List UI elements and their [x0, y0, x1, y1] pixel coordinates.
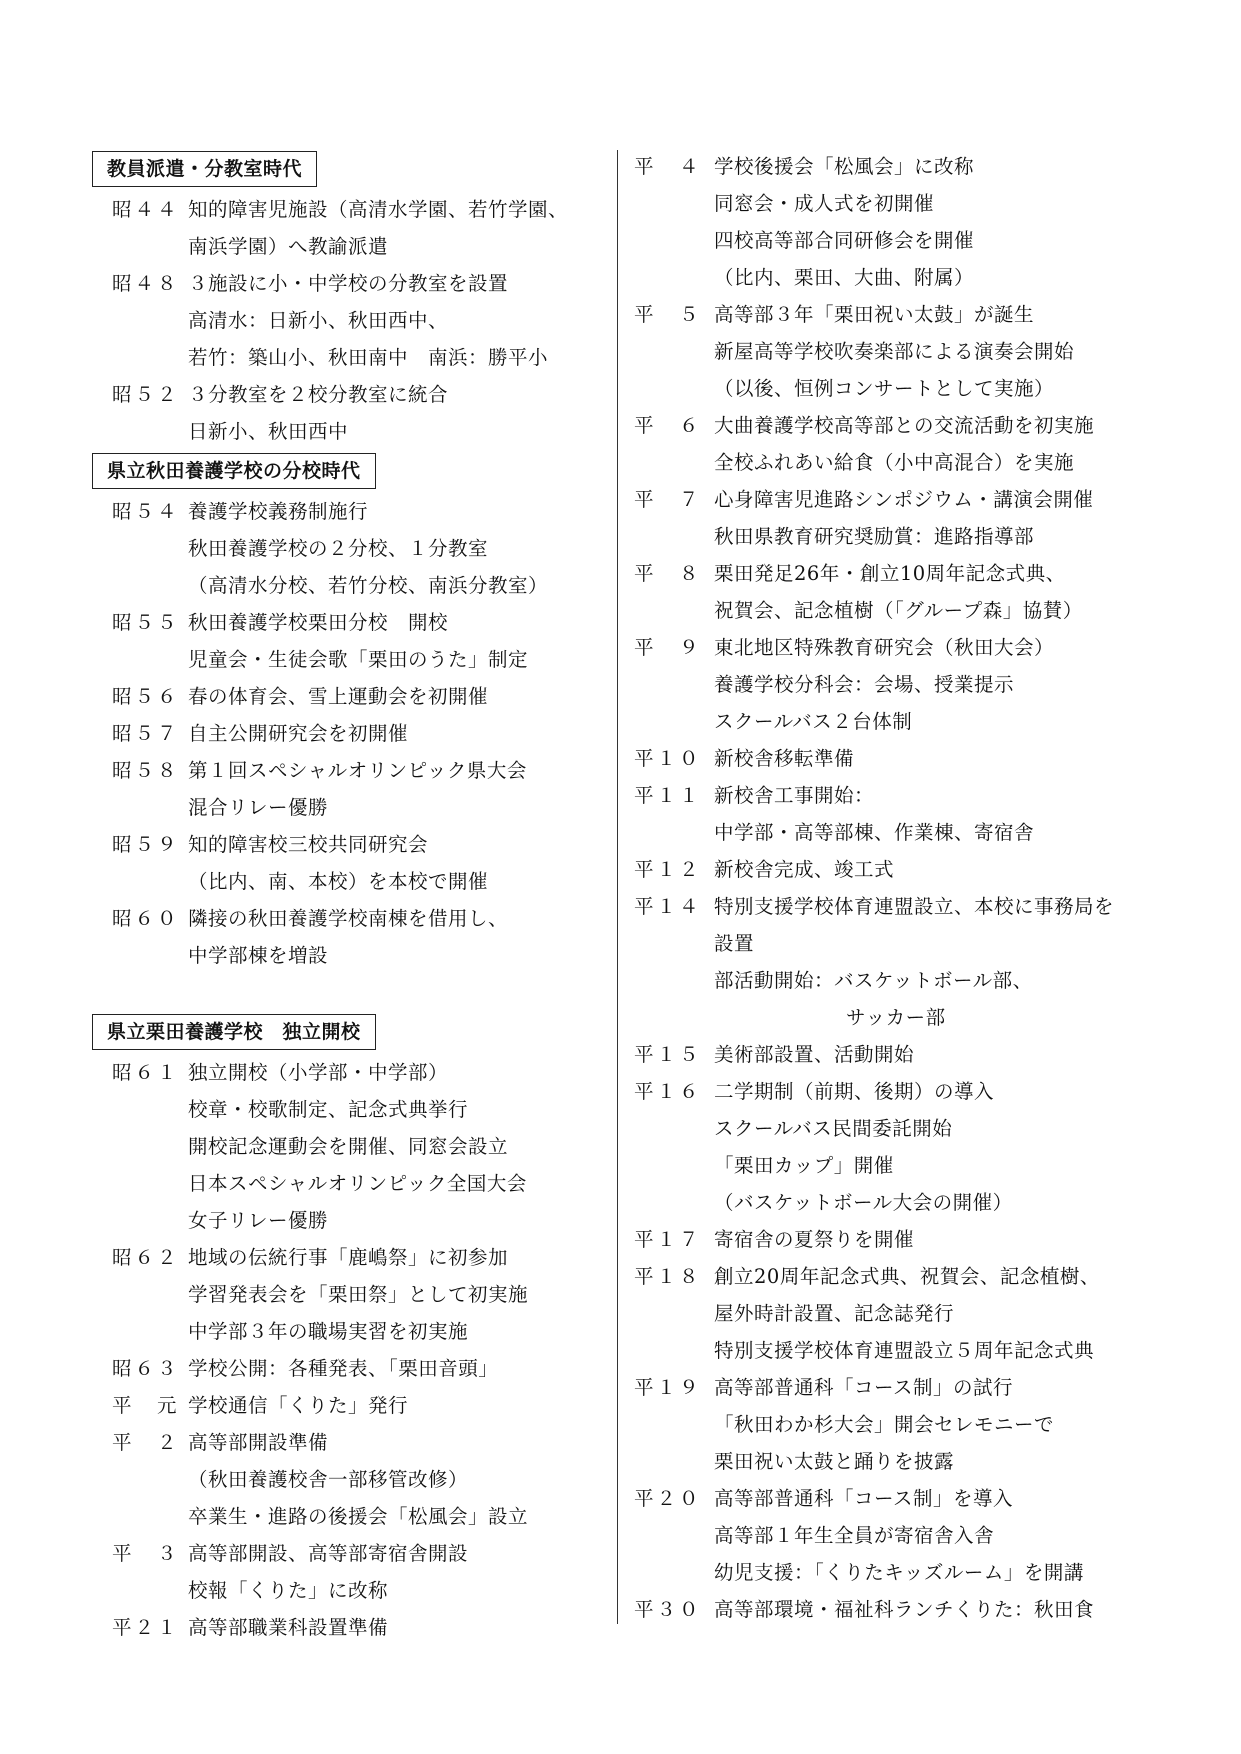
- timeline-continuation: [92, 641, 607, 678]
- entry-text: 学校公開：各種発表、「栗田音頭」: [188, 1357, 499, 1380]
- timeline-continuation: [634, 222, 1194, 259]
- timeline-continuation: [634, 1184, 1194, 1221]
- entry-text: 二学期制（前期、後期）の導入: [714, 1080, 995, 1103]
- entry-text: 高等部開設、高等部寄宿舎開設: [188, 1542, 469, 1565]
- entry-text: 日本スペシャルオリンピック全国大会: [188, 1172, 527, 1195]
- timeline-continuation: [634, 1406, 1194, 1443]
- timeline-continuation: [634, 1110, 1194, 1147]
- section-title: 県立秋田養護学校の分校時代: [92, 453, 376, 489]
- entry-year: 平 ２: [112, 1431, 180, 1454]
- entry-text: 中学部・高等部棟、作業棟、寄宿舎: [714, 821, 1035, 844]
- timeline-entry: [634, 1480, 1194, 1517]
- entry-text: 高等部３年「栗田祝い太鼓」が誕生: [714, 303, 1035, 326]
- entry-text: 校章・校歌制定、記念式典挙行: [188, 1098, 469, 1121]
- entry-year: 昭５２: [112, 383, 180, 406]
- entry-text: 屋外時計設置、記念誌発行: [714, 1302, 955, 1325]
- entry-year: 平１１: [634, 784, 702, 807]
- entry-year: 昭４８: [112, 272, 180, 295]
- entry-text: 学校後援会「松風会」に改称: [714, 155, 975, 178]
- entry-text: 卒業生・進路の後援会「松風会」設立: [188, 1505, 529, 1528]
- timeline-continuation: [92, 1276, 607, 1313]
- timeline-entry: [92, 265, 607, 302]
- entry-text: 知的障害校三校共同研究会: [188, 833, 429, 856]
- entry-year: 昭５５: [112, 611, 180, 634]
- entry-text: 春の体育会、雪上運動会を初開催: [188, 685, 489, 708]
- entry-year: 平 ４: [634, 155, 702, 178]
- column-divider: [617, 150, 618, 1624]
- entry-text: 高等部１年生全員が寄宿舎入舎: [714, 1524, 995, 1547]
- entry-text: 独立開校（小学部・中学部）: [188, 1061, 449, 1084]
- entry-year: 平１４: [634, 895, 702, 918]
- timeline-continuation: [92, 302, 607, 339]
- entry-year: 昭５６: [112, 685, 180, 708]
- entry-text: 新校舎移転準備: [714, 747, 855, 770]
- entry-year: 平 ８: [634, 562, 702, 585]
- entry-text: （比内、栗田、大曲、附属）: [714, 266, 975, 289]
- timeline-continuation: [634, 592, 1194, 629]
- entry-text: 同窓会・成人式を初開催: [714, 192, 935, 215]
- entry-text: 東北地区特殊教育研究会（秋田大会）: [714, 636, 1055, 659]
- timeline-continuation: [92, 228, 607, 265]
- entry-text: 栗田発足26年・創立10周年記念式典、: [714, 562, 1066, 585]
- timeline-continuation: [634, 1332, 1194, 1369]
- entry-year: 昭５７: [112, 722, 180, 745]
- timeline-continuation: [92, 1091, 607, 1128]
- entry-text: 高等部開設準備: [188, 1431, 329, 1454]
- entry-text: 新校舎完成、竣工式: [714, 858, 895, 881]
- entry-year: 平１９: [634, 1376, 702, 1399]
- entry-text: 中学部３年の職場実習を初実施: [188, 1320, 469, 1343]
- entry-text: 秋田養護学校の２分校、１分教室: [188, 537, 489, 560]
- entry-text: スクールバス民間委託開始: [714, 1117, 953, 1140]
- timeline-entry: [92, 1424, 607, 1461]
- entry-text: 児童会・生徒会歌「栗田のうた」制定: [188, 648, 529, 671]
- timeline-continuation: [92, 567, 607, 604]
- entry-text: 「秋田わか杉大会」開会セレモニーで: [714, 1413, 1055, 1436]
- entry-year: 平１２: [634, 858, 702, 881]
- entry-text: サッカー部: [846, 1006, 946, 1029]
- section-title: 教員派遣・分教室時代: [92, 151, 317, 187]
- entry-text: 隣接の秋田養護学校南棟を借用し、: [188, 907, 509, 930]
- timeline-continuation: [634, 1554, 1194, 1591]
- entry-text: （比内、南、本校）を本校で開催: [188, 870, 489, 893]
- entry-text: 日新小、秋田西中: [188, 420, 349, 443]
- entry-year: 平２１: [112, 1616, 180, 1639]
- entry-text: 心身障害児進路シンポジウム・講演会開催: [714, 488, 1094, 511]
- entry-year: 昭６３: [112, 1357, 180, 1380]
- entry-text: （以後、恒例コンサートとして実施）: [714, 377, 1055, 400]
- timeline-continuation: [634, 1443, 1194, 1480]
- section-header: [92, 450, 607, 493]
- timeline-entry: [634, 1221, 1194, 1258]
- entry-text: （秋田養護校舎一部移管改修）: [188, 1468, 469, 1491]
- timeline-continuation: [634, 962, 1194, 999]
- timeline-continuation: [92, 863, 607, 900]
- entry-text: 若竹：築山小、秋田南中 南浜：勝平小: [188, 346, 549, 369]
- timeline-continuation: [634, 666, 1194, 703]
- timeline-continuation: [92, 1461, 607, 1498]
- entry-year: 平１６: [634, 1080, 702, 1103]
- entry-year: 平１８: [634, 1265, 702, 1288]
- entry-year: 昭４４: [112, 198, 180, 221]
- timeline-entry: [634, 1258, 1194, 1295]
- timeline-entry: [92, 826, 607, 863]
- entry-text: 高等部職業科設置準備: [188, 1616, 389, 1639]
- entry-text: 「栗田カップ」開催: [714, 1154, 894, 1177]
- entry-text: 創立20周年記念式典、祝賀会、記念植樹、: [714, 1265, 1100, 1288]
- entry-text: 栗田祝い太鼓と踊りを披露: [714, 1450, 955, 1473]
- entry-text: 学習発表会を「栗田祭」として初実施: [188, 1283, 529, 1306]
- entry-year: 平 ９: [634, 636, 702, 659]
- section-header: [92, 1011, 607, 1054]
- entry-text: 美術部設置、活動開始: [714, 1043, 915, 1066]
- timeline-entry: [634, 296, 1194, 333]
- timeline-continuation: [634, 185, 1194, 222]
- timeline-entry: [634, 740, 1194, 777]
- entry-text: 全校ふれあい給食（小中高混合）を実施: [714, 451, 1075, 474]
- entry-year: 平１５: [634, 1043, 702, 1066]
- timeline-continuation: [634, 814, 1194, 851]
- entry-text: 女子リレー優勝: [188, 1209, 329, 1232]
- entry-year: 平 ７: [634, 488, 702, 511]
- timeline-entry: [92, 715, 607, 752]
- timeline-entry: [92, 900, 607, 937]
- timeline-continuation: [634, 1517, 1194, 1554]
- entry-text: 養護学校義務制施行: [188, 500, 369, 523]
- timeline-entry: [634, 629, 1194, 666]
- section-title: 県立栗田養護学校 独立開校: [92, 1014, 376, 1050]
- entry-year: 平２０: [634, 1487, 702, 1510]
- entry-text: 祝賀会、記念植樹（「グループ森」協賛）: [714, 599, 1083, 622]
- entry-text: 高等部普通科「コース制」を導入: [714, 1487, 1014, 1510]
- entry-text: 知的障害児施設（高清水学園、若竹学園、: [188, 198, 569, 221]
- timeline-entry: [92, 1535, 607, 1572]
- timeline-continuation: [634, 925, 1194, 962]
- timeline-entry: [634, 1036, 1194, 1073]
- entry-year: 平３０: [634, 1598, 702, 1621]
- timeline-continuation: [92, 413, 607, 450]
- timeline-entry: [92, 678, 607, 715]
- timeline-entry: [634, 407, 1194, 444]
- timeline-continuation: [92, 789, 607, 826]
- timeline-entry: [92, 1239, 607, 1276]
- entry-text: ３施設に小・中学校の分教室を設置: [188, 272, 509, 295]
- timeline-entry: [634, 555, 1194, 592]
- timeline-entry: [92, 493, 607, 530]
- timeline-continuation: [92, 1572, 607, 1609]
- entry-year: 昭５９: [112, 833, 180, 856]
- timeline-entry: [92, 1350, 607, 1387]
- entry-year: 平１０: [634, 747, 702, 770]
- entry-year: 昭６１: [112, 1061, 180, 1084]
- timeline-continuation: [634, 1147, 1194, 1184]
- timeline-entry: [634, 1073, 1194, 1110]
- entry-text: 開校記念運動会を開催、同窓会設立: [188, 1135, 509, 1158]
- entry-text: 養護学校分科会：会場、授業提示: [714, 673, 1015, 696]
- entry-year: 平 ５: [634, 303, 702, 326]
- timeline-entry: [634, 777, 1194, 814]
- entry-text: 新校舎工事開始：: [714, 784, 875, 807]
- entry-text: 四校高等部合同研修会を開催: [714, 229, 975, 252]
- timeline-continuation: [634, 703, 1194, 740]
- timeline-entry: [92, 1054, 607, 1091]
- timeline-entry: [92, 1387, 607, 1424]
- timeline-continuation: [634, 370, 1194, 407]
- entry-year: 平 ３: [112, 1542, 180, 1565]
- entry-year: 昭６０: [112, 907, 180, 930]
- entry-text: 高等部環境・福祉科ランチくりた：秋田食: [714, 1598, 1095, 1621]
- timeline-entry: [634, 851, 1194, 888]
- timeline-continuation: [92, 530, 607, 567]
- timeline-continuation: [634, 999, 1194, 1036]
- timeline-continuation: [634, 1295, 1194, 1332]
- timeline-continuation: [634, 518, 1194, 555]
- entry-text: 新屋高等学校吹奏楽部による演奏会開始: [714, 340, 1075, 363]
- timeline-entry: [92, 191, 607, 228]
- entry-text: （高清水分校、若竹分校、南浜分教室）: [188, 574, 549, 597]
- entry-text: 高等部普通科「コース制」の試行: [714, 1376, 1014, 1399]
- entry-text: ３分教室を２校分教室に統合: [188, 383, 449, 406]
- entry-text: （バスケットボール大会の開催）: [714, 1191, 1013, 1214]
- entry-text: 秋田県教育研究奨励賞：進路指導部: [714, 525, 1035, 548]
- timeline-continuation: [634, 444, 1194, 481]
- timeline-entry: [634, 481, 1194, 518]
- entry-text: 秋田養護学校栗田分校 開校: [188, 611, 449, 634]
- left-column: [92, 148, 607, 1646]
- entry-text: 南浜学園）へ教諭派遣: [188, 235, 389, 258]
- entry-year: 平１７: [634, 1228, 702, 1251]
- timeline-entry: [634, 1591, 1194, 1628]
- entry-year: 昭５４: [112, 500, 180, 523]
- timeline-entry: [92, 752, 607, 789]
- timeline-continuation: [92, 1165, 607, 1202]
- entry-text: 部活動開始：バスケットボール部、: [714, 969, 1033, 992]
- right-column: [634, 148, 1194, 1628]
- timeline-continuation: [634, 333, 1194, 370]
- timeline-entry: [92, 1609, 607, 1646]
- timeline-continuation: [92, 339, 607, 376]
- entry-text: 校報「くりた」に改称: [188, 1579, 389, 1602]
- timeline-continuation: [634, 259, 1194, 296]
- section-header: [92, 148, 607, 191]
- entry-text: 特別支援学校体育連盟設立、本校に事務局を: [714, 895, 1115, 918]
- entry-text: 幼児支援：「くりたキッズルーム」を開講: [714, 1561, 1084, 1584]
- timeline-entry: [92, 604, 607, 641]
- entry-year: 昭６２: [112, 1246, 180, 1269]
- entry-text: 大曲養護学校高等部との交流活動を初実施: [714, 414, 1095, 437]
- entry-text: 高清水：日新小、秋田西中、: [188, 309, 449, 332]
- timeline-entry: [92, 376, 607, 413]
- entry-text: 設置: [714, 932, 755, 955]
- timeline-entry: [634, 1369, 1194, 1406]
- entry-year: 昭５８: [112, 759, 180, 782]
- entry-text: 混合リレー優勝: [188, 796, 329, 819]
- entry-text: 地域の伝統行事「鹿嶋祭」に初参加: [188, 1246, 509, 1269]
- entry-text: スクールバス２台体制: [714, 710, 913, 733]
- timeline-continuation: [92, 1202, 607, 1239]
- entry-text: 特別支援学校体育連盟設立５周年記念式典: [714, 1339, 1095, 1362]
- entry-text: 学校通信「くりた」発行: [188, 1394, 409, 1417]
- timeline-continuation: [92, 937, 607, 974]
- entry-text: 寄宿舎の夏祭りを開催: [714, 1228, 915, 1251]
- timeline-continuation: [92, 1128, 607, 1165]
- timeline-continuation: [92, 1498, 607, 1535]
- blank-line: [92, 974, 607, 1011]
- entry-year: 平 元: [112, 1394, 180, 1417]
- entry-year: 平 ６: [634, 414, 702, 437]
- timeline-entry: [634, 148, 1194, 185]
- entry-text: 第１回スペシャルオリンピック県大会: [188, 759, 527, 782]
- entry-text: 自主公開研究会を初開催: [188, 722, 409, 745]
- timeline-continuation: [92, 1313, 607, 1350]
- entry-text: 中学部棟を増設: [188, 944, 329, 967]
- timeline-entry: [634, 888, 1194, 925]
